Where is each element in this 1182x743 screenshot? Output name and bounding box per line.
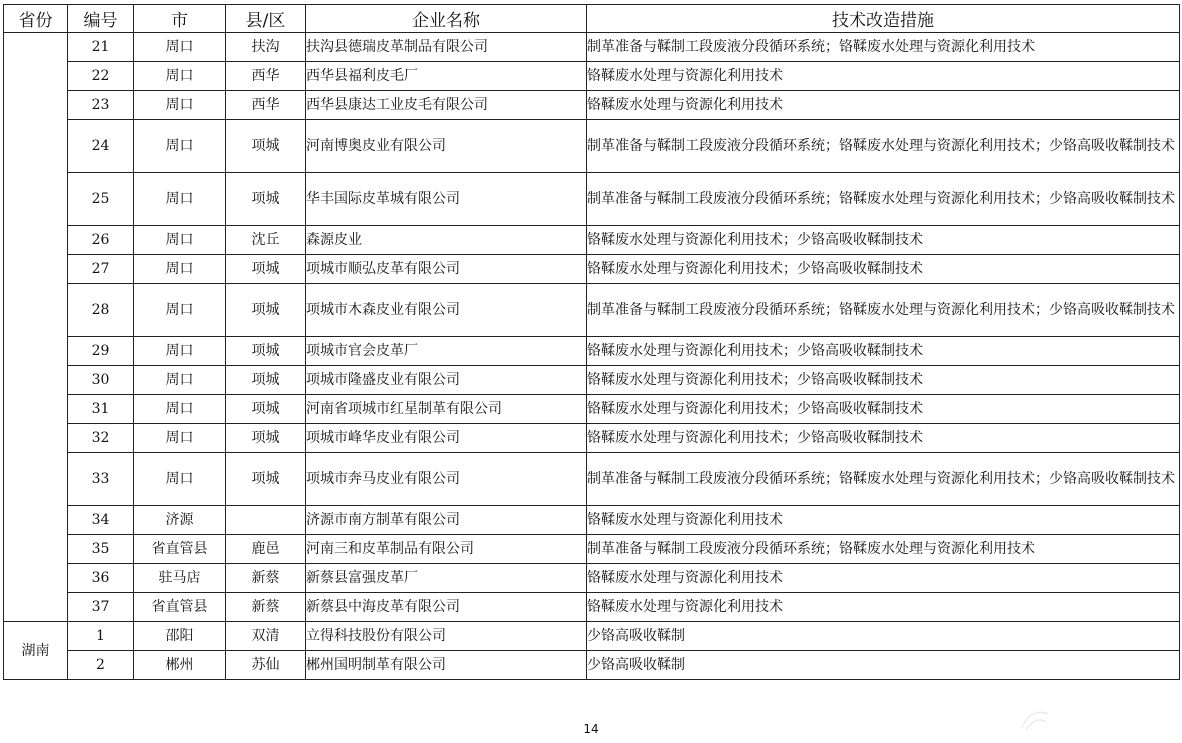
company-cell: 项城市隆盛皮业有限公司 <box>306 366 587 395</box>
company-cell: 项城市峰华皮业有限公司 <box>306 424 587 453</box>
measure-cell: 铬鞣废水处理与资源化利用技术 <box>587 564 1180 593</box>
city-cell: 周口 <box>134 395 226 424</box>
table-row <box>4 120 1180 173</box>
county-cell: 西华 <box>226 91 306 120</box>
measure-cell: 制革准备与鞣制工段废液分段循环系统；铬鞣废水处理与资源化利用技术 <box>587 535 1180 564</box>
measure-cell: 铬鞣废水处理与资源化利用技术 <box>587 91 1180 120</box>
county-cell <box>226 506 306 535</box>
measure-cell: 少铬高吸收鞣制 <box>587 651 1180 680</box>
company-cell: 新蔡县中海皮革有限公司 <box>306 593 587 622</box>
county-cell: 双清 <box>226 622 306 651</box>
number-cell: 31 <box>68 395 134 424</box>
city-cell: 周口 <box>134 424 226 453</box>
number-cell: 33 <box>68 453 134 506</box>
company-cell: 河南省项城市红星制革有限公司 <box>306 395 587 424</box>
company-cell: 扶沟县德瑞皮革制品有限公司 <box>306 33 587 62</box>
city-cell: 济源 <box>134 506 226 535</box>
enterprise-table <box>3 4 1180 680</box>
faint-watermark-icon <box>1018 706 1052 734</box>
county-cell: 项城 <box>226 120 306 173</box>
table-row <box>4 651 1180 680</box>
number-cell: 34 <box>68 506 134 535</box>
header-measures: 技术改造措施 <box>587 5 1180 33</box>
company-cell: 项城市顺弘皮革有限公司 <box>306 255 587 284</box>
header-company: 企业名称 <box>306 5 587 33</box>
measure-cell: 铬鞣废水处理与资源化利用技术；少铬高吸收鞣制技术 <box>587 424 1180 453</box>
table-row <box>4 91 1180 120</box>
company-cell: 项城市官会皮革厂 <box>306 337 587 366</box>
number-cell: 1 <box>68 622 134 651</box>
province-cell: 湖南 <box>4 622 68 680</box>
company-cell: 森源皮业 <box>306 226 587 255</box>
table-row <box>4 395 1180 424</box>
county-cell: 项城 <box>226 255 306 284</box>
measure-cell: 铬鞣废水处理与资源化利用技术 <box>587 593 1180 622</box>
table-row <box>4 564 1180 593</box>
city-cell: 周口 <box>134 366 226 395</box>
table-row <box>4 424 1180 453</box>
table-row <box>4 226 1180 255</box>
number-cell: 25 <box>68 173 134 226</box>
company-cell: 西华县康达工业皮毛有限公司 <box>306 91 587 120</box>
page-number: 14 <box>583 722 599 736</box>
county-cell: 项城 <box>226 395 306 424</box>
county-cell: 项城 <box>226 284 306 337</box>
measure-cell: 制革准备与鞣制工段废液分段循环系统；铬鞣废水处理与资源化利用技术；少铬高吸收鞣制技术 <box>587 284 1180 337</box>
county-cell: 西华 <box>226 62 306 91</box>
city-cell: 周口 <box>134 284 226 337</box>
city-cell: 省直管县 <box>134 593 226 622</box>
number-cell: 22 <box>68 62 134 91</box>
header-city: 市 <box>134 5 226 33</box>
county-cell: 项城 <box>226 424 306 453</box>
company-cell: 河南三和皮革制品有限公司 <box>306 535 587 564</box>
measure-cell: 铬鞣废水处理与资源化利用技术 <box>587 62 1180 91</box>
city-cell: 周口 <box>134 91 226 120</box>
city-cell: 周口 <box>134 173 226 226</box>
company-cell: 立得科技股份有限公司 <box>306 622 587 651</box>
number-cell: 26 <box>68 226 134 255</box>
city-cell: 周口 <box>134 255 226 284</box>
table-row <box>4 366 1180 395</box>
measure-cell: 制革准备与鞣制工段废液分段循环系统；铬鞣废水处理与资源化利用技术；少铬高吸收鞣制技术 <box>587 453 1180 506</box>
county-cell: 项城 <box>226 366 306 395</box>
table-row <box>4 62 1180 91</box>
number-cell: 28 <box>68 284 134 337</box>
measure-cell: 铬鞣废水处理与资源化利用技术；少铬高吸收鞣制技术 <box>587 255 1180 284</box>
company-cell: 华丰国际皮革城有限公司 <box>306 173 587 226</box>
city-cell: 驻马店 <box>134 564 226 593</box>
table-row <box>4 593 1180 622</box>
city-cell: 邵阳 <box>134 622 226 651</box>
number-cell: 32 <box>68 424 134 453</box>
table-row <box>4 506 1180 535</box>
table-row <box>4 173 1180 226</box>
county-cell: 新蔡 <box>226 564 306 593</box>
number-cell: 2 <box>68 651 134 680</box>
city-cell: 周口 <box>134 120 226 173</box>
header-county: 县/区 <box>226 5 306 33</box>
city-cell: 周口 <box>134 337 226 366</box>
city-cell: 周口 <box>134 453 226 506</box>
city-cell: 周口 <box>134 226 226 255</box>
company-cell: 济源市南方制革有限公司 <box>306 506 587 535</box>
county-cell: 项城 <box>226 337 306 366</box>
number-cell: 27 <box>68 255 134 284</box>
county-cell: 扶沟 <box>226 33 306 62</box>
county-cell: 沈丘 <box>226 226 306 255</box>
company-cell: 新蔡县富强皮革厂 <box>306 564 587 593</box>
measure-cell: 铬鞣废水处理与资源化利用技术；少铬高吸收鞣制技术 <box>587 337 1180 366</box>
table-row <box>4 337 1180 366</box>
county-cell: 新蔡 <box>226 593 306 622</box>
city-cell: 周口 <box>134 33 226 62</box>
city-cell: 省直管县 <box>134 535 226 564</box>
county-cell: 项城 <box>226 453 306 506</box>
table-row <box>4 33 1180 62</box>
table-header <box>4 5 1180 33</box>
measure-cell: 铬鞣废水处理与资源化利用技术 <box>587 506 1180 535</box>
header-number: 编号 <box>68 5 134 33</box>
measure-cell: 制革准备与鞣制工段废液分段循环系统；铬鞣废水处理与资源化利用技术；少铬高吸收鞣制技术 <box>587 120 1180 173</box>
table-row <box>4 622 1180 651</box>
company-cell: 项城市木森皮业有限公司 <box>306 284 587 337</box>
header-province: 省份 <box>4 5 68 33</box>
county-cell: 项城 <box>226 173 306 226</box>
measure-cell: 铬鞣废水处理与资源化利用技术；少铬高吸收鞣制技术 <box>587 395 1180 424</box>
city-cell: 郴州 <box>134 651 226 680</box>
county-cell: 苏仙 <box>226 651 306 680</box>
number-cell: 29 <box>68 337 134 366</box>
number-cell: 36 <box>68 564 134 593</box>
number-cell: 21 <box>68 33 134 62</box>
number-cell: 37 <box>68 593 134 622</box>
company-cell: 西华县福利皮毛厂 <box>306 62 587 91</box>
city-cell: 周口 <box>134 62 226 91</box>
measure-cell: 铬鞣废水处理与资源化利用技术；少铬高吸收鞣制技术 <box>587 226 1180 255</box>
table-row <box>4 453 1180 506</box>
number-cell: 35 <box>68 535 134 564</box>
number-cell: 23 <box>68 91 134 120</box>
measure-cell: 制革准备与鞣制工段废液分段循环系统；铬鞣废水处理与资源化利用技术；少铬高吸收鞣制技术 <box>587 173 1180 226</box>
measure-cell: 少铬高吸收鞣制 <box>587 622 1180 651</box>
number-cell: 30 <box>68 366 134 395</box>
table-row <box>4 255 1180 284</box>
table-body <box>4 33 1180 680</box>
header-row <box>4 5 1180 33</box>
number-cell: 24 <box>68 120 134 173</box>
table-row <box>4 535 1180 564</box>
company-cell: 郴州国明制革有限公司 <box>306 651 587 680</box>
company-cell: 项城市奔马皮业有限公司 <box>306 453 587 506</box>
measure-cell: 制革准备与鞣制工段废液分段循环系统；铬鞣废水处理与资源化利用技术 <box>587 33 1180 62</box>
measure-cell: 铬鞣废水处理与资源化利用技术；少铬高吸收鞣制技术 <box>587 366 1180 395</box>
county-cell: 鹿邑 <box>226 535 306 564</box>
province-cell <box>4 33 68 622</box>
table-row <box>4 284 1180 337</box>
company-cell: 河南博奥皮业有限公司 <box>306 120 587 173</box>
